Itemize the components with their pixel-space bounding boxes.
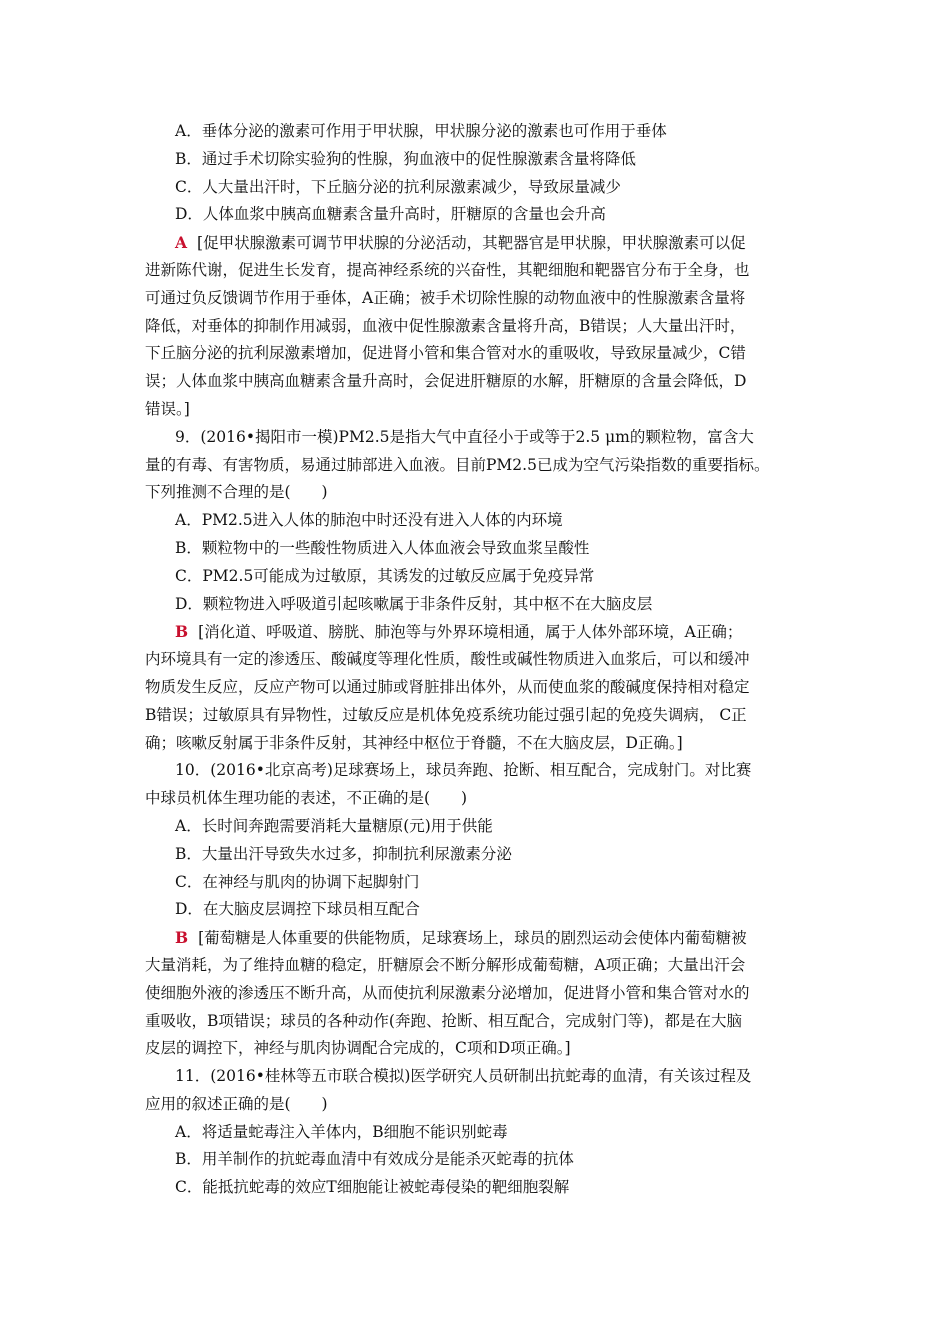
q8-explanation-4: 降低，对垂体的抑制作用减弱，血液中促性腺激素含量将升高，B错误；人大量出汗时， xyxy=(145,316,746,335)
q9-option-d: D．颗粒物进入呼吸道引起咳嗽属于非条件反射，其中枢不在大脑皮层 xyxy=(175,594,653,613)
q8-option-c: C．人大量出汗时，下丘脑分泌的抗利尿激素减少，导致尿量减少 xyxy=(175,177,621,196)
q10-option-a: A．长时间奔跑需要消耗大量糖原(元)用于供能 xyxy=(175,816,493,835)
q9-answer-letter: B xyxy=(175,622,189,642)
q10-option-c: C．在神经与肌肉的协调下起脚射门 xyxy=(175,872,420,891)
q9-option-b: B．颗粒物中的一些酸性物质进入人体血液会导致血浆呈酸性 xyxy=(175,538,590,557)
q8-explanation-1: [促甲状腺激素可调节甲状腺的分泌活动，其靶器官是甲状腺，甲状腺激素可以促 xyxy=(197,234,746,253)
q9-explanation-5: 确；咳嗽反射属于非条件反射，其神经中枢位于脊髓，不在大脑皮层，D正确。] xyxy=(145,733,683,752)
q9-stem-3: 下列推测不合理的是( ) xyxy=(145,483,328,502)
q10-explanation-5: 皮层的调控下，神经与肌肉协调配合完成的，C项和D项正确。] xyxy=(145,1039,571,1058)
q10-option-b: B．大量出汗导致失水过多，抑制抗利尿激素分泌 xyxy=(175,844,512,863)
q11-option-a: A．将适量蛇毒注入羊体内，B细胞不能识别蛇毒 xyxy=(175,1122,508,1141)
q11-option-c: C．能抵抗蛇毒的效应T细胞能让被蛇毒侵染的靶细胞裂解 xyxy=(175,1178,570,1197)
q10-answer-letter: B xyxy=(175,928,189,948)
q11-stem-1: 11．(2016•桂林等五市联合模拟)医学研究人员研制出抗蛇毒的血清，有关该过程及 xyxy=(175,1067,752,1086)
q8-answer-line-1 xyxy=(145,229,825,257)
q9-explanation-2: 内环境具有一定的渗透压、酸碱度等理化性质，酸性或碱性物质进入血浆后，可以和缓冲 xyxy=(145,650,750,669)
q9-option-a: A．PM2.5进入人体的肺泡中时还没有进入人体的内环境 xyxy=(175,511,563,530)
q8-explanation-2: 进新陈代谢，促进生长发育，提高神经系统的兴奋性，其靶细胞和靶器官分布于全身，也 xyxy=(145,260,750,279)
q10-explanation-1: [葡萄糖是人体重要的供能物质，足球赛场上，球员的剧烈运动会使体内葡萄糖被 xyxy=(198,929,747,948)
q11-option-b: B．用羊制作的抗蛇毒血清中有效成分是能杀灭蛇毒的抗体 xyxy=(175,1150,574,1169)
q8-explanation-7: 错误。] xyxy=(145,399,190,418)
q10-explanation-4: 重吸收，B项错误；球员的各种动作(奔跑、抢断、相互配合，完成射门等)，都是在大脑 xyxy=(145,1011,742,1030)
q8-option-a: A．垂体分泌的激素可作用于甲状腺，甲状腺分泌的激素也可作用于垂体 xyxy=(175,122,667,140)
q10-stem-1: 10．(2016•北京高考)足球赛场上，球员奔跑、抢断、相互配合，完成射门。对比赛 xyxy=(175,761,752,780)
q8-option-d: D．人体血浆中胰高血糖素含量升高时，肝糖原的含量也会升高 xyxy=(175,205,606,224)
q8-option-b: B．通过手术切除实验狗的性腺，狗血液中的促性腺激素含量将降低 xyxy=(175,149,636,168)
q10-stem-2: 中球员机体生理功能的表述，不正确的是( ) xyxy=(145,789,468,808)
q10-explanation-2: 大量消耗，为了维持血糖的稳定，肝糖原会不断分解形成葡萄糖，A项正确；大量出汗会 xyxy=(145,955,746,974)
q9-answer-line-1 xyxy=(145,618,825,646)
q9-explanation-1: [消化道、呼吸道、膀胱、肺泡等与外界环境相通，属于人体外部环境，A正确； xyxy=(198,623,743,642)
q8-answer-letter: A xyxy=(175,233,188,253)
q10-explanation-3: 使细胞外液的渗透压不断升高，从而使抗利尿激素分泌增加，促进肾小管和集合管对水的 xyxy=(145,983,750,1002)
q9-stem-1: 9．(2016•揭阳市一模)PM2.5是指大气中直径小于或等于2.5 μm的颗粒物，富含大 xyxy=(175,427,754,446)
q9-stem-2: 量的有毒、有害物质，易通过肺部进入血液。目前PM2.5已成为空气污染指数的重要指标。 xyxy=(145,455,770,474)
q9-explanation-3: 物质发生反应，反应产物可以通过肺或肾脏排出体外，从而使血浆的酸碱度保持相对稳定 xyxy=(145,677,750,696)
q8-explanation-3: 可通过负反馈调节作用于垂体，A正确；被手术切除性腺的动物血液中的性腺激素含量将 xyxy=(145,288,746,307)
q10-option-d: D．在大脑皮层调控下球员相互配合 xyxy=(175,900,420,919)
q8-explanation-6: 误；人体血浆中胰高血糖素含量升高时，会促进肝糖原的水解，肝糖原的含量会降低，D xyxy=(145,372,747,391)
q8-explanation-5: 下丘脑分泌的抗利尿激素增加，促进肾小管和集合管对水的重吸收，导致尿量减少，C错 xyxy=(145,344,746,363)
q11-stem-2: 应用的叙述正确的是( ) xyxy=(145,1094,328,1113)
q10-answer-line-1 xyxy=(145,924,825,952)
q9-option-c: C．PM2.5可能成为过敏原，其诱发的过敏反应属于免疫异常 xyxy=(175,566,595,585)
document-body xyxy=(145,118,825,1202)
q9-explanation-4: B错误；过敏原具有异物性，过敏反应是机体免疫系统功能过强引起的免疫失调病， C正 xyxy=(145,705,747,724)
